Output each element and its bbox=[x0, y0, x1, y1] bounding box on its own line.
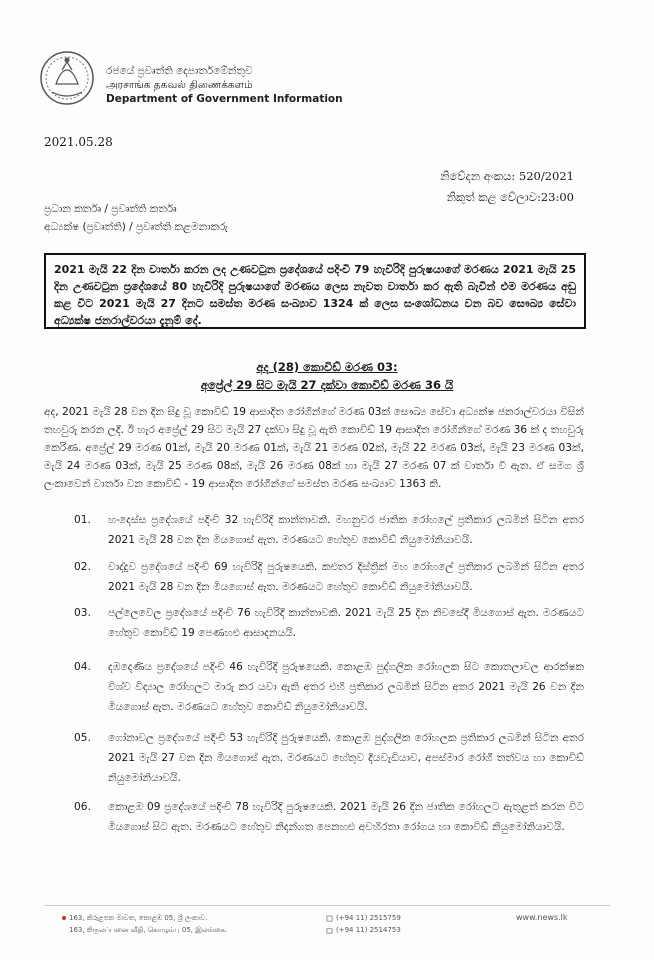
case-item bbox=[74, 797, 584, 837]
intro-paragraph: අද, 2021 මැයි 28 වන දින සිදු වූ කොවිඩ් 19 ආසාදිත රෝගීන්ගේ මරණ 03ක් සෞඛ්‍ය සේවා අධ්‍යක්ෂ ජනරාල්වරයා විසින් තහවුරු කරන ලදී. ඊ හැර අප්‍රේල් 29 සිට මැයි 27 දක්වා සිදු වූ ඇති කොවිඩ් 19 ආසාදිත රෝගීන්ගේ මරණ 36 ක් ද තහවුරු කෙරිණ. අප්‍රේල් 29 මරණ 01ක්, මැයි 20 මරණ 01ක්, මැයි 21 මරණ 02ක්, මැයි 22 මරණ 03ක්, මැයි 23 මරණ 03ක්, මැයි 24 මරණ 03ක්, මැයි 25 මරණ 08ක්, මැයි 26 මරණ 08ක් හා මැයි 27 මරණ 07 ක් වාර්තා වී ඇත. ඒ සමග ශ්‍රී ලංකාවෙන් වාර්තා වන කොවිඩ් - 19 ආසාදිත රෝගීන්ගේ සමස්ත මරණ සංඛ්‍යාව 1363 කි. bbox=[44, 406, 584, 490]
case-item bbox=[74, 603, 584, 643]
footer-divider bbox=[44, 905, 610, 906]
case-item bbox=[74, 557, 584, 597]
issue-time: නිකුත් කළ වේලාව:23:00 bbox=[446, 190, 574, 204]
case-text: හංදෙස්ස ප්‍රදේශයේ පදිංචි 32 හැවිරිදි කාන්තාවකි. මහනුවර ජාතික රෝහලේ ප්‍රතිකාර ලබමින් සිටින අතර 2021 මැයි 28 වන දින මියගොස් ඇත. මරණයට හේතුව කොවිඩ් නියුමෝනියාවයි. bbox=[108, 514, 584, 546]
case-item bbox=[74, 728, 584, 788]
headline bbox=[0, 358, 654, 394]
dept-tamil: அரசாங்க தகவல் திணைக்களம் bbox=[106, 79, 253, 91]
dept-english: Department of Government Information bbox=[106, 93, 343, 105]
address-bullet-icon bbox=[62, 916, 66, 920]
phone-number: (+94 11) 2515759 bbox=[336, 914, 401, 922]
release-meta bbox=[440, 166, 574, 208]
correction-notice-box: 2021 මැයි 22 දින වාර්තා කරන ලද උණවටුන ප්‍රදේශයේ පදිංචි 79 හැවිරිදි පුරුෂයාගේ මරණය 2021 මැයි 25 දින උණවටුන ප්‍රදේශයේ 80 හැවිරිදි පුරුෂයාගේ මරණය ලෙස නැවත වාර්තා කර ඇති බැවින් එම මරණය අඩු කළ විට 2021 මැයි 27 දිනට සමස්ත මරණ සංඛ්‍යාව 1324 ක් ලෙස සංශෝධනය වන බව සෞඛ්‍ය සේවා අධ්‍යක්ෂ ජනරාල්වරයා දැනුම් දේ. bbox=[44, 253, 586, 329]
case-text: වාද්දුව ප්‍රදේශයේ පදිංචි 69 හැවිරිදි පුරුෂයෙකි. කළුතර දිස්ත්‍රික් මහ රෝහලේ ප්‍රතිකාර ලබමින් සිටින අතර 2021 මැයි 28 වන දින මියගොස් ඇත. මරණයට හේතුව කොවිඩ් නියුමෝනියාවයි. bbox=[108, 561, 584, 593]
dept-sinhala: රජයේ ප්‍රවෘත්ති දෙපාර්තමේන්තුව bbox=[106, 65, 253, 77]
case-item bbox=[74, 510, 584, 550]
case-number: 01. bbox=[74, 514, 91, 526]
case-text: දඹදෙණිය ප්‍රදේශයේ පදිංචි 46 හැවිරිදි පුරුෂයෙකි. කොළඹ පුද්ගලික රෝහලක සිට කොතලාවල ආරක්ෂක විශ්ව විද්‍යාල රෝහලට මාරු කර යවා ඇති අතර එහි ප්‍රතිකාර ලබමින් සිටින අතර 2021 මැයි 26 වන දින මියගොස් ඇත. මරණයට හේතුව කොවිඩ් නියුමෝනියාවයි. bbox=[108, 661, 584, 713]
fax-number: (+94 11) 2514753 bbox=[336, 926, 401, 934]
headline-line-2: අප්‍රේල් 29 සිට මැයි 27 දක්වා කොවිඩ් මරණ 36 යි bbox=[200, 378, 454, 392]
sri-lanka-emblem-icon bbox=[38, 48, 96, 108]
case-number: 05. bbox=[74, 732, 91, 744]
reference-number: නිවේදන අංකය: 520/2021 bbox=[440, 169, 574, 183]
footer-contacts bbox=[326, 912, 401, 936]
phone-icon bbox=[326, 915, 333, 922]
footer-address: 163, කිරුළපන මාවත, කොළඹ 05, ශ්‍රී ලංකාව. 163, කිருலப்பனை வீதி, கொழும்பு 05, இலங்கை. bbox=[62, 912, 227, 936]
headline-line-1: අද (28) කොවිඩ් මරණ 03: bbox=[256, 360, 398, 374]
fax-icon bbox=[326, 927, 333, 934]
department-name bbox=[106, 64, 343, 106]
case-number: 04. bbox=[74, 661, 91, 673]
case-number: 02. bbox=[74, 561, 91, 573]
release-date: 2021.05.28 bbox=[44, 135, 113, 149]
case-text: කොළඹ 09 ප්‍රදේශයේ පදිංචි 78 හැවිරිදි පුරුෂයෙකි. 2021 මැයි 26 දින ජාතික රෝහලට ඇතුළත් කරන විට මියගොස් සිට ඇත. මරණයට හේතුව නිදන්ගත පෙනහළු අවහිරතා රෝගය හා කොවිඩ් නියුමෝනියාවයි. bbox=[108, 801, 584, 833]
recipient-line: ප්‍රධාන කර්තෘ / ප්‍රවෘත්ති කර්තෘ bbox=[44, 203, 177, 215]
footer-website bbox=[516, 912, 568, 924]
case-item bbox=[74, 657, 584, 717]
case-text: ගෝනාවල ප්‍රදේශයේ පදිංචි 53 හැවිරිදි පුරුෂයෙකි. කොළඹ පුද්ගලික රෝහලක ප්‍රතිකාර ලබමින් සිටින අතර 2021 මැයි 27 වන දින මියගොස් ඇත. මරණයට හේතුව දියවැඩියාව, අපස්මාර රෝගී තත්වය හා කොවිඩ් නියුමෝනියාවයි. bbox=[108, 732, 584, 784]
website-link[interactable]: www.news.lk bbox=[516, 913, 568, 922]
case-text: පල්ලෙවෙල ප්‍රදේශයේ පදිංචි 76 හැවිරිදි කාන්තාවකි. 2021 මැයි 25 දින නිවසේදී මියගොස් ඇත. මරණයට හේතුව කොවිඩ් 19 පෙණහළු ආසාදනයයි. bbox=[108, 607, 584, 639]
case-number: 03. bbox=[74, 607, 91, 619]
recipient-line: අධ්‍යක්ෂ (ප්‍රවෘත්ති) / ප්‍රවෘත්ති කළමනාකරු bbox=[44, 221, 228, 233]
recipients bbox=[44, 200, 228, 236]
case-number: 06. bbox=[74, 801, 91, 813]
